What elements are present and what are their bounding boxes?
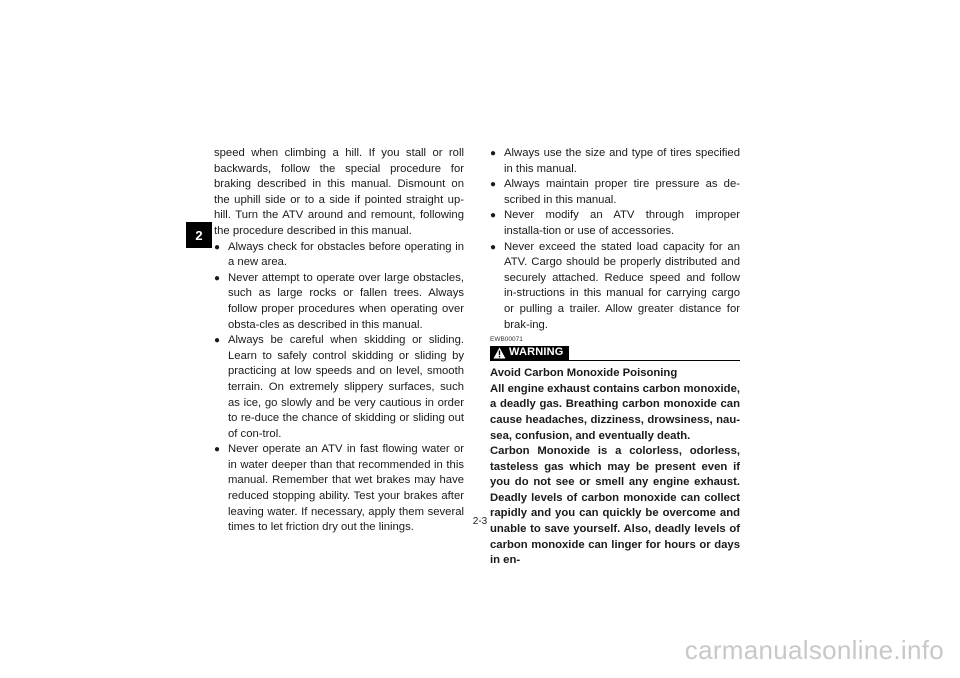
left-column: [214, 146, 464, 536]
warning-rule: [569, 346, 740, 361]
bullet-item: ● Never attempt to operate over large obstacles, such as large rocks or fallen trees. Always follow proper procedures when operating over obsta-cles as described in this manual.: [214, 271, 464, 333]
bullet-item: ● Always check for obstacles before operating in a new area.: [214, 240, 464, 271]
warning-code: EWB00071: [490, 336, 523, 344]
bullet-item: ● Never modify an ATV through improper installa-tion or use of accessories.: [490, 208, 740, 239]
bullet-item: ● Never operate an ATV in fast flowing water or in water deeper than that recommended in this manual. Remember that wet brakes may have reduced stopping ability. Test your brakes after leaving water. If necessary, apply them several times to let friction dry out the linings.: [214, 442, 464, 536]
warning-label: WARNING: [509, 346, 564, 359]
page-number: 2-3: [472, 516, 488, 527]
right-bullet-list: [490, 146, 740, 333]
warning-paragraph: All engine exhaust contains carbon monoxide, a deadly gas. Breathing carbon monoxide can cause headaches, dizziness, drowsiness, nau-sea, confusion, and eventually death.: [490, 382, 740, 442]
bullet-item: ● Always maintain proper tire pressure as de-scribed in this manual.: [490, 177, 740, 208]
warning-triangle-icon: [493, 347, 506, 359]
warning-badge: [490, 346, 569, 361]
warning-paragraph: Carbon Monoxide is a colorless, odorless, tasteless gas which may be present even if you do not see or smell any engine exhaust. Deadly levels of carbon monoxide can collect rapidly and you can quickly be overcome and unable to save yourself. Also, deadly levels of carbon monoxide can linger for hours or days in en-: [490, 445, 740, 567]
warning-header: [490, 345, 740, 361]
right-column: [490, 146, 740, 569]
left-bullet-list: [214, 240, 464, 536]
continuation-paragraph: speed when climbing a hill. If you stall or roll backwards, follow the special procedure for braking described in this manual. Dismount on the uphill side or to a side if pointed straight up-hill. Turn the ATV around and remount, following the procedure described in this manual.: [214, 147, 464, 237]
chapter-tab: 2: [186, 222, 212, 248]
bullet-item: ● Always use the size and type of tires specified in this manual.: [490, 146, 740, 177]
bullet-item: ● Always be careful when skidding or sliding. Learn to safely control skidding or sliding by practicing at low speeds and on level, smooth terrain. On extremely slippery surfaces, such as ice, go slowly and be very cautious in order to re-duce the chance of skidding or sliding out of con-trol.: [214, 333, 464, 442]
warning-title: Avoid Carbon Monoxide Poisoning: [490, 367, 678, 380]
watermark: carmanualsonline.info: [684, 635, 944, 665]
bullet-item: ● Never exceed the stated load capacity for an ATV. Cargo should be properly distributed and securely attached. Reduce speed and follow in-structions in this manual for carrying cargo or pulling a trailer. Allow greater distance for brak-ing.: [490, 240, 740, 334]
